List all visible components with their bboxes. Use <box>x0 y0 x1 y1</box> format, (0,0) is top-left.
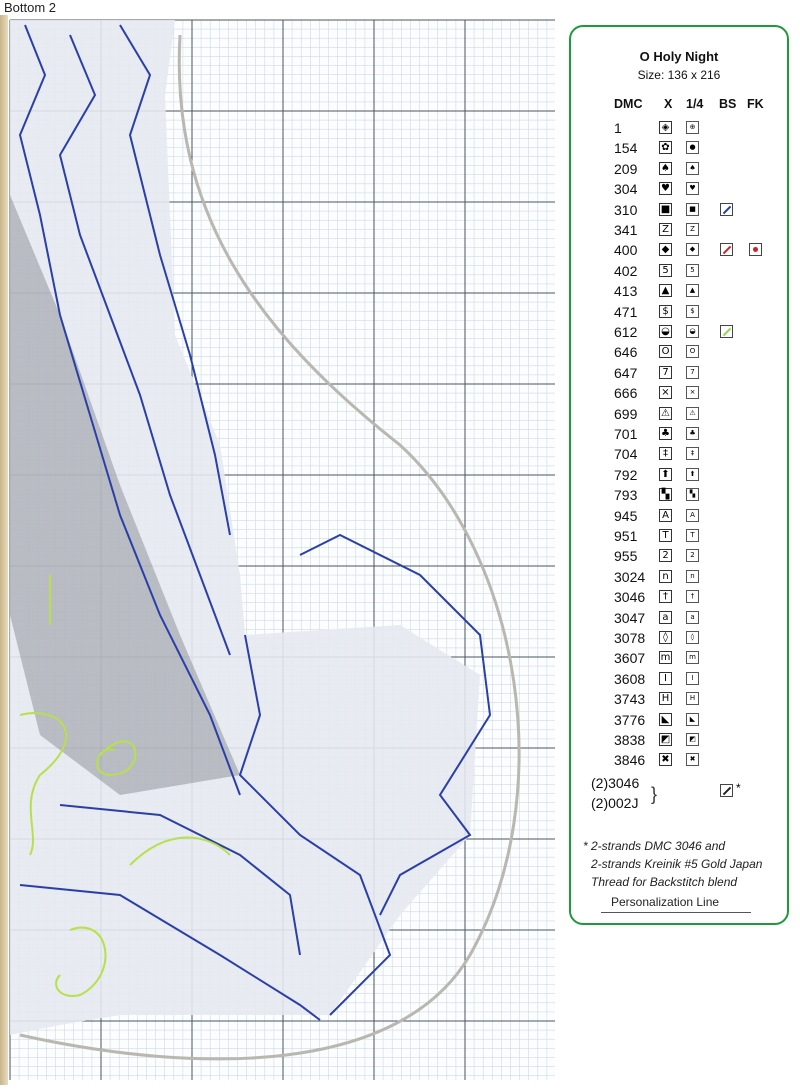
chart-grid-svg <box>0 15 560 1085</box>
dmc-number: 3776 <box>614 711 646 728</box>
full-stitch-symbol-icon: 5 <box>659 264 672 277</box>
floss-row <box>571 384 791 404</box>
quarter-stitch-symbol-icon: ⬆ <box>686 468 699 481</box>
cross-stitch-chart <box>0 15 560 1085</box>
quarter-stitch-symbol-icon: a <box>686 611 699 624</box>
page-label: Bottom 2 <box>4 0 57 15</box>
dmc-number: 154 <box>614 140 638 157</box>
quarter-stitch-symbol-icon: $ <box>686 305 699 318</box>
quarter-stitch-symbol-icon: ⚠ <box>686 407 699 420</box>
full-stitch-symbol-icon: ✿ <box>659 141 672 154</box>
dmc-number: 310 <box>614 201 638 218</box>
quarter-stitch-symbol-icon: m <box>686 651 699 664</box>
full-stitch-symbol-icon: ♠ <box>659 162 672 175</box>
dmc-number: 701 <box>614 426 638 442</box>
floss-row <box>571 507 791 527</box>
full-stitch-symbol-icon: 7 <box>659 366 672 379</box>
dmc-number: 646 <box>614 344 638 361</box>
quarter-stitch-symbol-icon: T <box>686 529 699 542</box>
dmc-number: 3743 <box>614 691 646 708</box>
floss-row <box>571 588 791 608</box>
floss-row <box>571 139 791 159</box>
dmc-number: 341 <box>614 222 638 238</box>
floss-row <box>571 160 791 180</box>
quarter-stitch-symbol-icon: 2 <box>686 549 699 562</box>
header-bs: BS <box>719 97 737 111</box>
floss-row <box>571 711 791 731</box>
floss-row <box>571 303 791 323</box>
blend-asterisk: * <box>736 781 741 795</box>
dmc-number: 612 <box>614 324 638 340</box>
footnote-line: * 2-strands DMC 3046 and <box>583 839 726 853</box>
full-stitch-symbol-icon: a <box>659 611 672 624</box>
quarter-stitch-symbol-icon: ■ <box>686 203 699 216</box>
quarter-stitch-symbol-icon: 7 <box>686 366 699 379</box>
floss-row <box>571 323 791 343</box>
header-x: X <box>664 97 673 111</box>
header-quarter: 1/4 <box>686 97 704 111</box>
quarter-stitch-symbol-icon: ◒ <box>686 325 699 338</box>
full-stitch-symbol-icon: A <box>659 509 672 522</box>
full-stitch-symbol-icon: $ <box>659 305 672 318</box>
dmc-number: 666 <box>614 385 638 402</box>
full-stitch-symbol-icon: ◊ <box>659 631 672 644</box>
dmc-number: 699 <box>614 405 638 422</box>
backstitch-line-icon <box>723 328 731 336</box>
full-stitch-symbol-icon: T <box>659 529 672 542</box>
quarter-stitch-symbol-icon: n <box>686 570 699 583</box>
personalization-label: Personalization Line <box>611 895 720 909</box>
full-stitch-symbol-icon: 2 <box>659 549 672 562</box>
color-key-panel <box>569 25 789 925</box>
quarter-stitch-symbol-icon: ◆ <box>686 243 699 256</box>
full-stitch-symbol-icon: † <box>659 590 672 603</box>
full-stitch-symbol-icon: I <box>659 672 672 685</box>
backstitch-swatch <box>720 203 733 216</box>
floss-row <box>571 649 791 669</box>
dmc-number: 3078 <box>614 630 646 646</box>
quarter-stitch-symbol-icon: ⊕ <box>686 121 699 134</box>
brace-icon: } <box>651 784 658 804</box>
quarter-stitch-symbol-icon: ✖ <box>686 753 699 766</box>
quarter-stitch-symbol-icon: ♣ <box>686 427 699 440</box>
dmc-number: 1 <box>614 120 622 136</box>
full-stitch-symbol-icon: H <box>659 692 672 705</box>
floss-row <box>571 364 791 384</box>
dmc-number: 793 <box>614 487 638 504</box>
full-stitch-symbol-icon: ▚ <box>659 488 672 501</box>
dmc-number: 209 <box>614 160 638 177</box>
floss-row <box>571 690 791 710</box>
floss-row <box>571 629 791 649</box>
quarter-stitch-symbol-icon: ◣ <box>686 713 699 726</box>
footnote <box>583 837 788 891</box>
floss-row <box>571 609 791 629</box>
footnote-line: 2-strands Kreinik #5 Gold Japan <box>591 857 763 871</box>
floss-row <box>571 201 791 221</box>
floss-row <box>571 527 791 547</box>
french-knot-dot-icon <box>753 247 758 252</box>
blend-line-1: (2)3046 <box>591 775 640 791</box>
backstitch-line-icon <box>723 246 731 254</box>
floss-row <box>571 405 791 425</box>
floss-row <box>571 425 791 445</box>
floss-row <box>571 751 791 771</box>
quarter-stitch-symbol-icon: Z <box>686 223 699 236</box>
quarter-stitch-symbol-icon: ◊ <box>686 631 699 644</box>
full-stitch-symbol-icon: ⨯ <box>659 386 672 399</box>
full-stitch-symbol-icon: ♣ <box>659 427 672 440</box>
full-stitch-symbol-icon: ⬆ <box>659 468 672 481</box>
page-binding-edge <box>0 15 8 1085</box>
backstitch-swatch <box>720 243 733 256</box>
quarter-stitch-symbol-icon: ♥ <box>686 182 699 195</box>
dmc-number: 647 <box>614 364 638 381</box>
dmc-number: 3046 <box>614 589 646 606</box>
full-stitch-symbol-icon: ⚠ <box>659 407 672 420</box>
floss-row <box>571 241 791 261</box>
quarter-stitch-symbol-icon: ‡ <box>686 447 699 460</box>
dmc-number: 304 <box>614 181 638 198</box>
full-stitch-symbol-icon: O <box>659 345 672 358</box>
quarter-stitch-symbol-icon: † <box>686 590 699 603</box>
quarter-stitch-symbol-icon: ▚ <box>686 488 699 501</box>
dmc-number: 951 <box>614 528 638 544</box>
full-stitch-symbol-icon: m <box>660 652 671 664</box>
dmc-number: 471 <box>614 303 638 320</box>
full-stitch-symbol-icon: ✖ <box>659 753 672 766</box>
floss-row <box>571 670 791 690</box>
footnote-line: Thread for Backstitch blend <box>591 875 738 889</box>
blend-backstitch-swatch <box>720 784 733 797</box>
full-stitch-symbol-icon: ‡ <box>659 447 672 460</box>
dmc-number: 955 <box>614 548 638 565</box>
dmc-number: 792 <box>614 466 638 483</box>
floss-row <box>571 486 791 506</box>
full-stitch-symbol-icon: n <box>659 570 672 583</box>
dmc-number: 945 <box>614 507 638 524</box>
quarter-stitch-symbol-icon: I <box>686 672 699 685</box>
floss-row <box>571 547 791 567</box>
full-stitch-symbol-icon: Z <box>659 223 672 236</box>
floss-row <box>571 282 791 302</box>
quarter-stitch-symbol-icon: ● <box>686 141 699 154</box>
dmc-number: 3838 <box>614 732 646 748</box>
dmc-number: 704 <box>614 446 638 463</box>
floss-row <box>571 221 791 241</box>
full-stitch-symbol-icon: ◩ <box>660 734 671 745</box>
dmc-number: 3846 <box>614 752 646 769</box>
personalization-underline <box>601 912 751 913</box>
dmc-number: 3608 <box>614 670 646 687</box>
floss-row <box>571 343 791 363</box>
floss-row <box>571 731 791 751</box>
quarter-stitch-symbol-icon: 5 <box>686 264 699 277</box>
pattern-title: O Holy Night <box>639 49 719 64</box>
quarter-stitch-symbol-icon: ♠ <box>686 162 699 175</box>
dmc-number: 413 <box>614 283 638 300</box>
quarter-stitch-symbol-icon: ▲ <box>686 284 699 297</box>
full-stitch-symbol-icon: ♥ <box>659 182 672 195</box>
quarter-stitch-symbol-icon: ◩ <box>686 733 699 746</box>
floss-row <box>571 180 791 200</box>
backstitch-line-icon <box>723 205 731 213</box>
header-dmc: DMC <box>614 97 643 111</box>
full-stitch-symbol-icon: ◒ <box>659 325 672 338</box>
dmc-number: 400 <box>614 242 638 259</box>
full-stitch-symbol-icon: ◆ <box>659 243 672 256</box>
quarter-stitch-symbol-icon: H <box>686 692 699 705</box>
dmc-number: 3047 <box>614 609 646 626</box>
floss-row <box>571 262 791 282</box>
floss-row <box>571 119 791 139</box>
backstitch-line-icon <box>723 787 731 795</box>
header-fk: FK <box>747 97 764 111</box>
quarter-stitch-symbol-icon: A <box>686 509 699 522</box>
floss-row <box>571 466 791 486</box>
full-stitch-symbol-icon: ◣ <box>659 713 672 726</box>
quarter-stitch-symbol-icon: ⨯ <box>686 386 699 399</box>
floss-row <box>571 568 791 588</box>
quarter-stitch-symbol-icon: O <box>686 345 699 358</box>
full-stitch-symbol-icon: ▲ <box>659 284 672 297</box>
blend-line-2: (2)002J <box>591 795 639 811</box>
floss-row <box>571 445 791 465</box>
full-stitch-symbol-icon: ■ <box>660 203 671 215</box>
full-stitch-symbol-icon: ◈ <box>659 121 672 134</box>
pattern-size: Size: 136 x 216 <box>637 68 721 82</box>
dmc-number: 3024 <box>614 568 646 585</box>
dmc-number: 402 <box>614 262 638 279</box>
french-knot-swatch <box>749 243 762 256</box>
dmc-number: 3607 <box>614 650 646 667</box>
backstitch-swatch <box>720 325 733 338</box>
